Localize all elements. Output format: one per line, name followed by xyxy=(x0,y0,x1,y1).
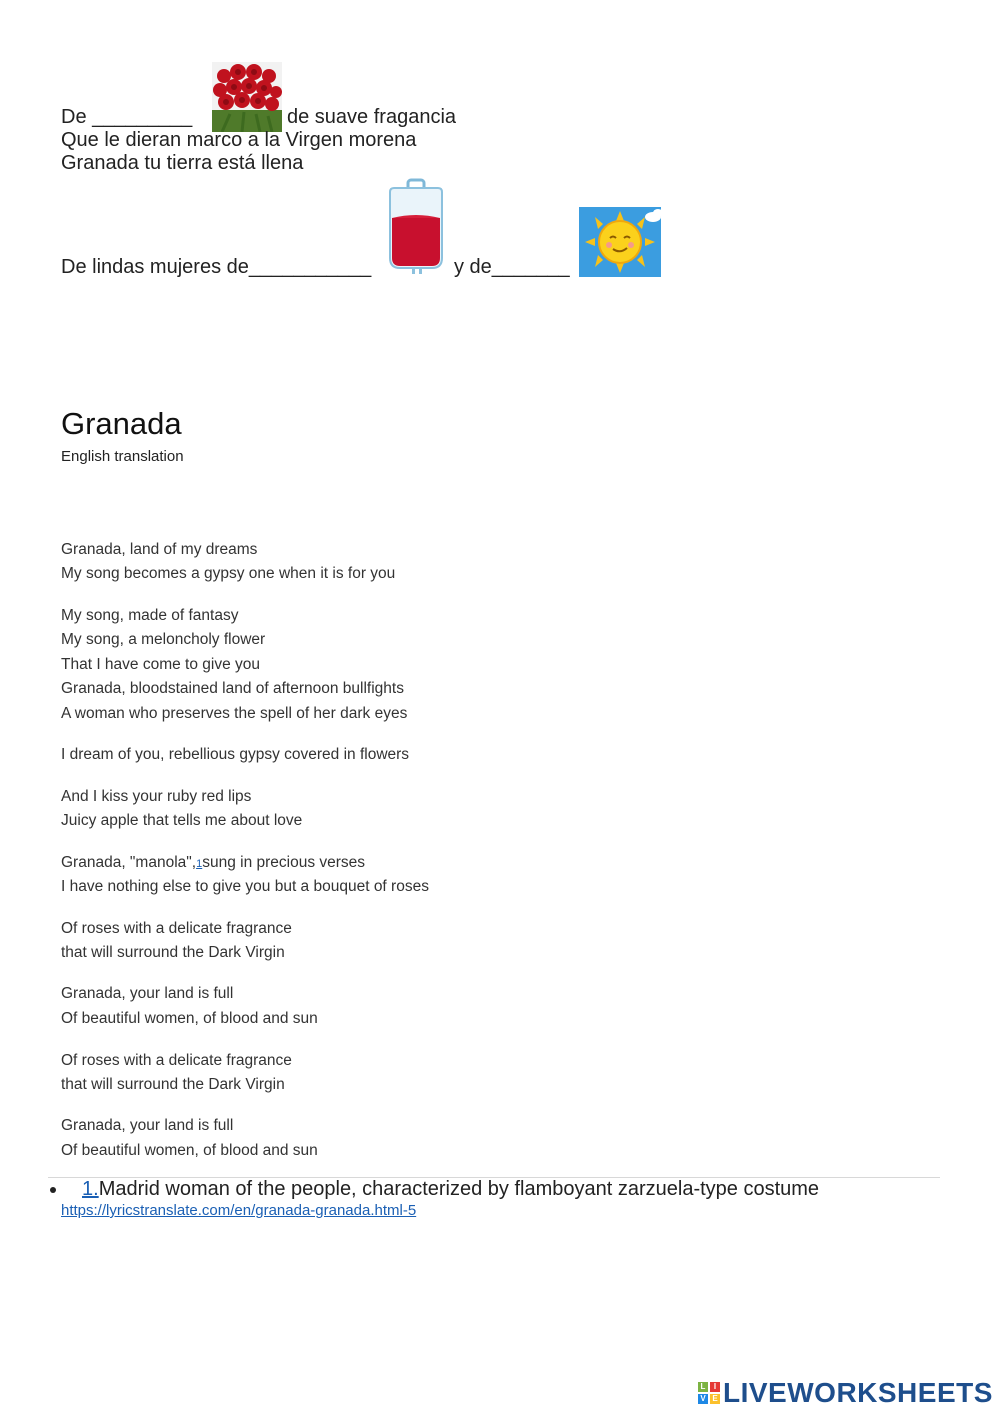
lyric-line: Granada, land of my dreams xyxy=(61,541,258,558)
lyric-line: My song becomes a gypsy one when it is for you xyxy=(61,565,396,582)
lyric-line: I dream of you, rebellious gypsy covered in flowers xyxy=(61,746,410,763)
bullet-icon xyxy=(50,1187,56,1193)
brand-name: LIVEWORKSHEETS xyxy=(723,1377,993,1408)
lyric-line: that will surround the Dark Virgin xyxy=(61,944,285,961)
verse-line-4-prefix: De lindas mujeres de___________ xyxy=(61,256,372,278)
footnote-item xyxy=(82,1178,819,1201)
source-link[interactable]: https://lyricstranslate.com/en/granada-granada.html-5 xyxy=(61,1202,417,1219)
lyric-line: Granada, bloodstained land of afternoon bullfights xyxy=(61,680,404,697)
lyric-line: I have nothing else to give you but a bouquet of roses xyxy=(61,878,429,895)
verse-line-4-middle: y de_______ xyxy=(454,256,570,278)
lyric-line: That I have come to give you xyxy=(61,656,261,673)
lyric-line-with-footnote xyxy=(61,854,365,872)
lyric-line: Of beautiful women, of blood and sun xyxy=(61,1010,318,1027)
lyric-line: A woman who preserves the spell of her dark eyes xyxy=(61,705,408,722)
verse-line-2: Que le dieran marco a la Virgen morena xyxy=(61,129,417,151)
lyric-segment: Granada, "manola", xyxy=(61,854,197,871)
blood-bag-image xyxy=(382,178,450,274)
footnote-number-link[interactable]: 1. xyxy=(82,1178,99,1200)
liveworksheets-logo xyxy=(698,1377,993,1409)
page-subtitle: English translation xyxy=(61,448,184,465)
verse-line-1-suffix: de suave fragancia xyxy=(287,106,457,128)
lyric-line: My song, made of fantasy xyxy=(61,607,239,624)
lyric-line: Of roses with a delicate fragrance xyxy=(61,1052,292,1069)
lyric-line: And I kiss your ruby red lips xyxy=(61,788,252,805)
verse-line-3: Granada tu tierra está llena xyxy=(61,152,304,174)
footnote-ref-link[interactable]: 1 xyxy=(196,858,203,870)
lyric-line: that will surround the Dark Virgin xyxy=(61,1076,285,1093)
lyric-line: Granada, your land is full xyxy=(61,985,234,1002)
sun-image xyxy=(579,207,661,277)
page-title: Granada xyxy=(61,406,182,441)
roses-image xyxy=(212,62,282,132)
lyric-line: My song, a meloncholy flower xyxy=(61,631,266,648)
logo-grid-icon: L I V E xyxy=(698,1382,720,1404)
verse-line-1-prefix: De _________ xyxy=(61,106,193,128)
lyric-line: Juicy apple that tells me about love xyxy=(61,812,303,829)
lyric-segment: sung in precious verses xyxy=(202,854,366,871)
lyric-line: Granada, your land is full xyxy=(61,1117,234,1134)
footnote-text: Madrid woman of the people, characterized by flamboyant zarzuela-type costume xyxy=(98,1178,820,1200)
lyric-line: Of beautiful women, of blood and sun xyxy=(61,1142,318,1159)
lyric-line: Of roses with a delicate fragrance xyxy=(61,920,292,937)
